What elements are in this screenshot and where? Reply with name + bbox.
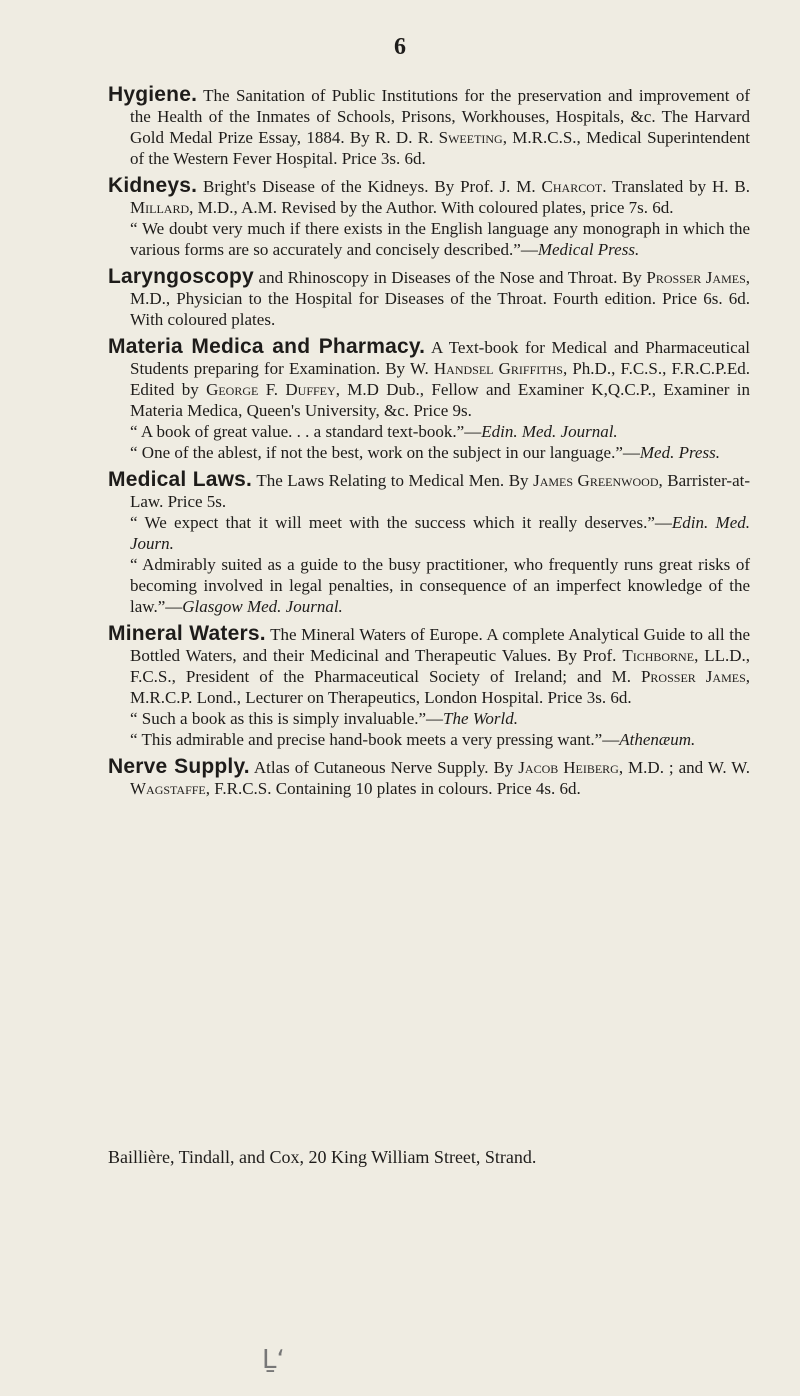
- entry-description: Laryngoscopy and Rhinoscopy in Diseases of the Nose and Throat. By Prosser James, M.D., Physician to the Hospital for Diseases of the Throat. Fourth edition. Price 6s. 6d. With coloured plates.: [108, 265, 751, 329]
- review-quote: “ Such a book as this is simply invaluable.”—The World.: [130, 709, 518, 728]
- author-name: Handsel Griffiths: [433, 359, 563, 378]
- author-name: James Greenwood: [533, 471, 659, 490]
- entry-heading: Laryngoscopy: [108, 265, 254, 288]
- author-name: Tichborne: [622, 646, 695, 665]
- review-quote: “ We expect that it will meet with the success which it really deserves.”—Edin. Med. Journ.: [130, 513, 750, 553]
- review-quote: “ One of the ablest, if not the best, work on the subject in our language.”—Med. Press.: [130, 443, 720, 462]
- quote-source: Med. Press.: [639, 443, 720, 462]
- page-number: 6: [394, 34, 406, 60]
- entry-kidneys: [108, 175, 750, 260]
- entry-heading: Medical Laws.: [108, 468, 253, 491]
- entry-medical-laws: [108, 469, 750, 617]
- entry-mineral-waters: [108, 623, 750, 750]
- entry-heading: Materia Medica and Pharmacy.: [108, 335, 426, 358]
- entry-heading: Kidneys.: [108, 174, 198, 197]
- handwritten-mark: Ḻʻ: [262, 1345, 285, 1375]
- entry-description: Materia Medica and Pharmacy. A Text-book for Medical and Pharmaceutical Students preparing for Examination. By W. Handsel Griffiths, Ph.D., F.C.S., F.R.C.P.Ed. Edited by George F. Duffey, M.D Dub., Fellow and Examiner K,Q.C.P., Examiner in Materia Medica, Queen's University, &c. Price 9s.: [108, 335, 751, 420]
- author-name: George F. Duffey: [206, 380, 336, 399]
- author-name: R. D. R. Sweeting: [375, 128, 503, 147]
- entry-laryngoscopy: [108, 266, 750, 330]
- quote-source: The World.: [443, 709, 518, 728]
- review-quote: “ We doubt very much if there exists in the English language any monograph in which the various forms are so accurately and concisely described.”—Medical Press.: [130, 219, 750, 259]
- review-quote: “ Admirably suited as a guide to the busy practitioner, who frequently runs great risks of becoming involved in legal penalties, in consequence of an imperfect knowledge of the law.”—Glasgow Med. Journal.: [130, 555, 750, 616]
- author-name: Prosser James: [646, 268, 746, 287]
- entry-description: Mineral Waters. The Mineral Waters of Europe. A complete Analytical Guide to all the Bottled Waters, and their Medicinal and Therapeutic Values. By Prof. Tichborne, LL.D., F.C.S., President of the Pharmaceutical Society of Ireland; and M. Prosser James, M.R.C.P. Lond., Lecturer on Therapeutics, London Hospital. Price 3s. 6d.: [108, 622, 750, 707]
- entry-nerve-supply: [108, 756, 750, 799]
- catalogue-listing: [108, 84, 750, 805]
- entry-heading: Mineral Waters.: [108, 622, 266, 645]
- entry-materia-medica: [108, 336, 750, 463]
- author-name: Charcot: [541, 177, 603, 196]
- quote-source: Glasgow Med. Journal.: [182, 597, 343, 616]
- entry-description: Kidneys. Bright's Disease of the Kidneys. By Prof. J. M. Charcot. Translated by H. B. Millard, M.D., A.M. Revised by the Author. With coloured plates, price 7s. 6d.: [108, 174, 750, 217]
- entry-heading: Hygiene.: [108, 83, 198, 106]
- quote-source: Edin. Med. Journal.: [481, 422, 618, 441]
- entry-hygiene: [108, 84, 750, 169]
- entry-description: Medical Laws. The Laws Relating to Medical Men. By James Greenwood, Barrister-at-Law. Price 5s.: [108, 468, 751, 511]
- publisher-imprint: Baillière, Tindall, and Cox, 20 King William Street, Strand.: [108, 1147, 537, 1167]
- entry-description: Hygiene. The Sanitation of Public Institutions for the preservation and improvement of the Health of the Inmates of Schools, Prisons, Workhouses, Hospitals, &c. The Harvard Gold Medal Prize Essay, 1884. By R. D. R. Sweeting, M.R.C.S., Medical Superintendent of the Western Fever Hospital. Price 3s. 6d.: [108, 83, 750, 168]
- entry-heading: Nerve Supply.: [108, 755, 250, 778]
- entry-description: Nerve Supply. Atlas of Cutaneous Nerve Supply. By Jacob Heiberg, M.D. ; and W. W. Wagstaffe, F.R.C.S. Containing 10 plates in colours. Price 4s. 6d.: [108, 755, 750, 798]
- quote-source: Athenæum.: [619, 730, 696, 749]
- author-name: Wagstaffe: [130, 779, 206, 798]
- author-name: Prosser James: [640, 667, 746, 686]
- review-quote: “ A book of great value. . . a standard text-book.”—Edin. Med. Journal.: [130, 422, 618, 441]
- quote-source: Edin. Med. Journ.: [130, 513, 750, 553]
- author-name: Millard: [130, 198, 190, 217]
- author-name: Jacob Heiberg: [518, 758, 619, 777]
- quote-source: Medical Press.: [537, 240, 640, 259]
- review-quote: “ This admirable and precise hand-book meets a very pressing want.”—Athenæum.: [130, 730, 696, 749]
